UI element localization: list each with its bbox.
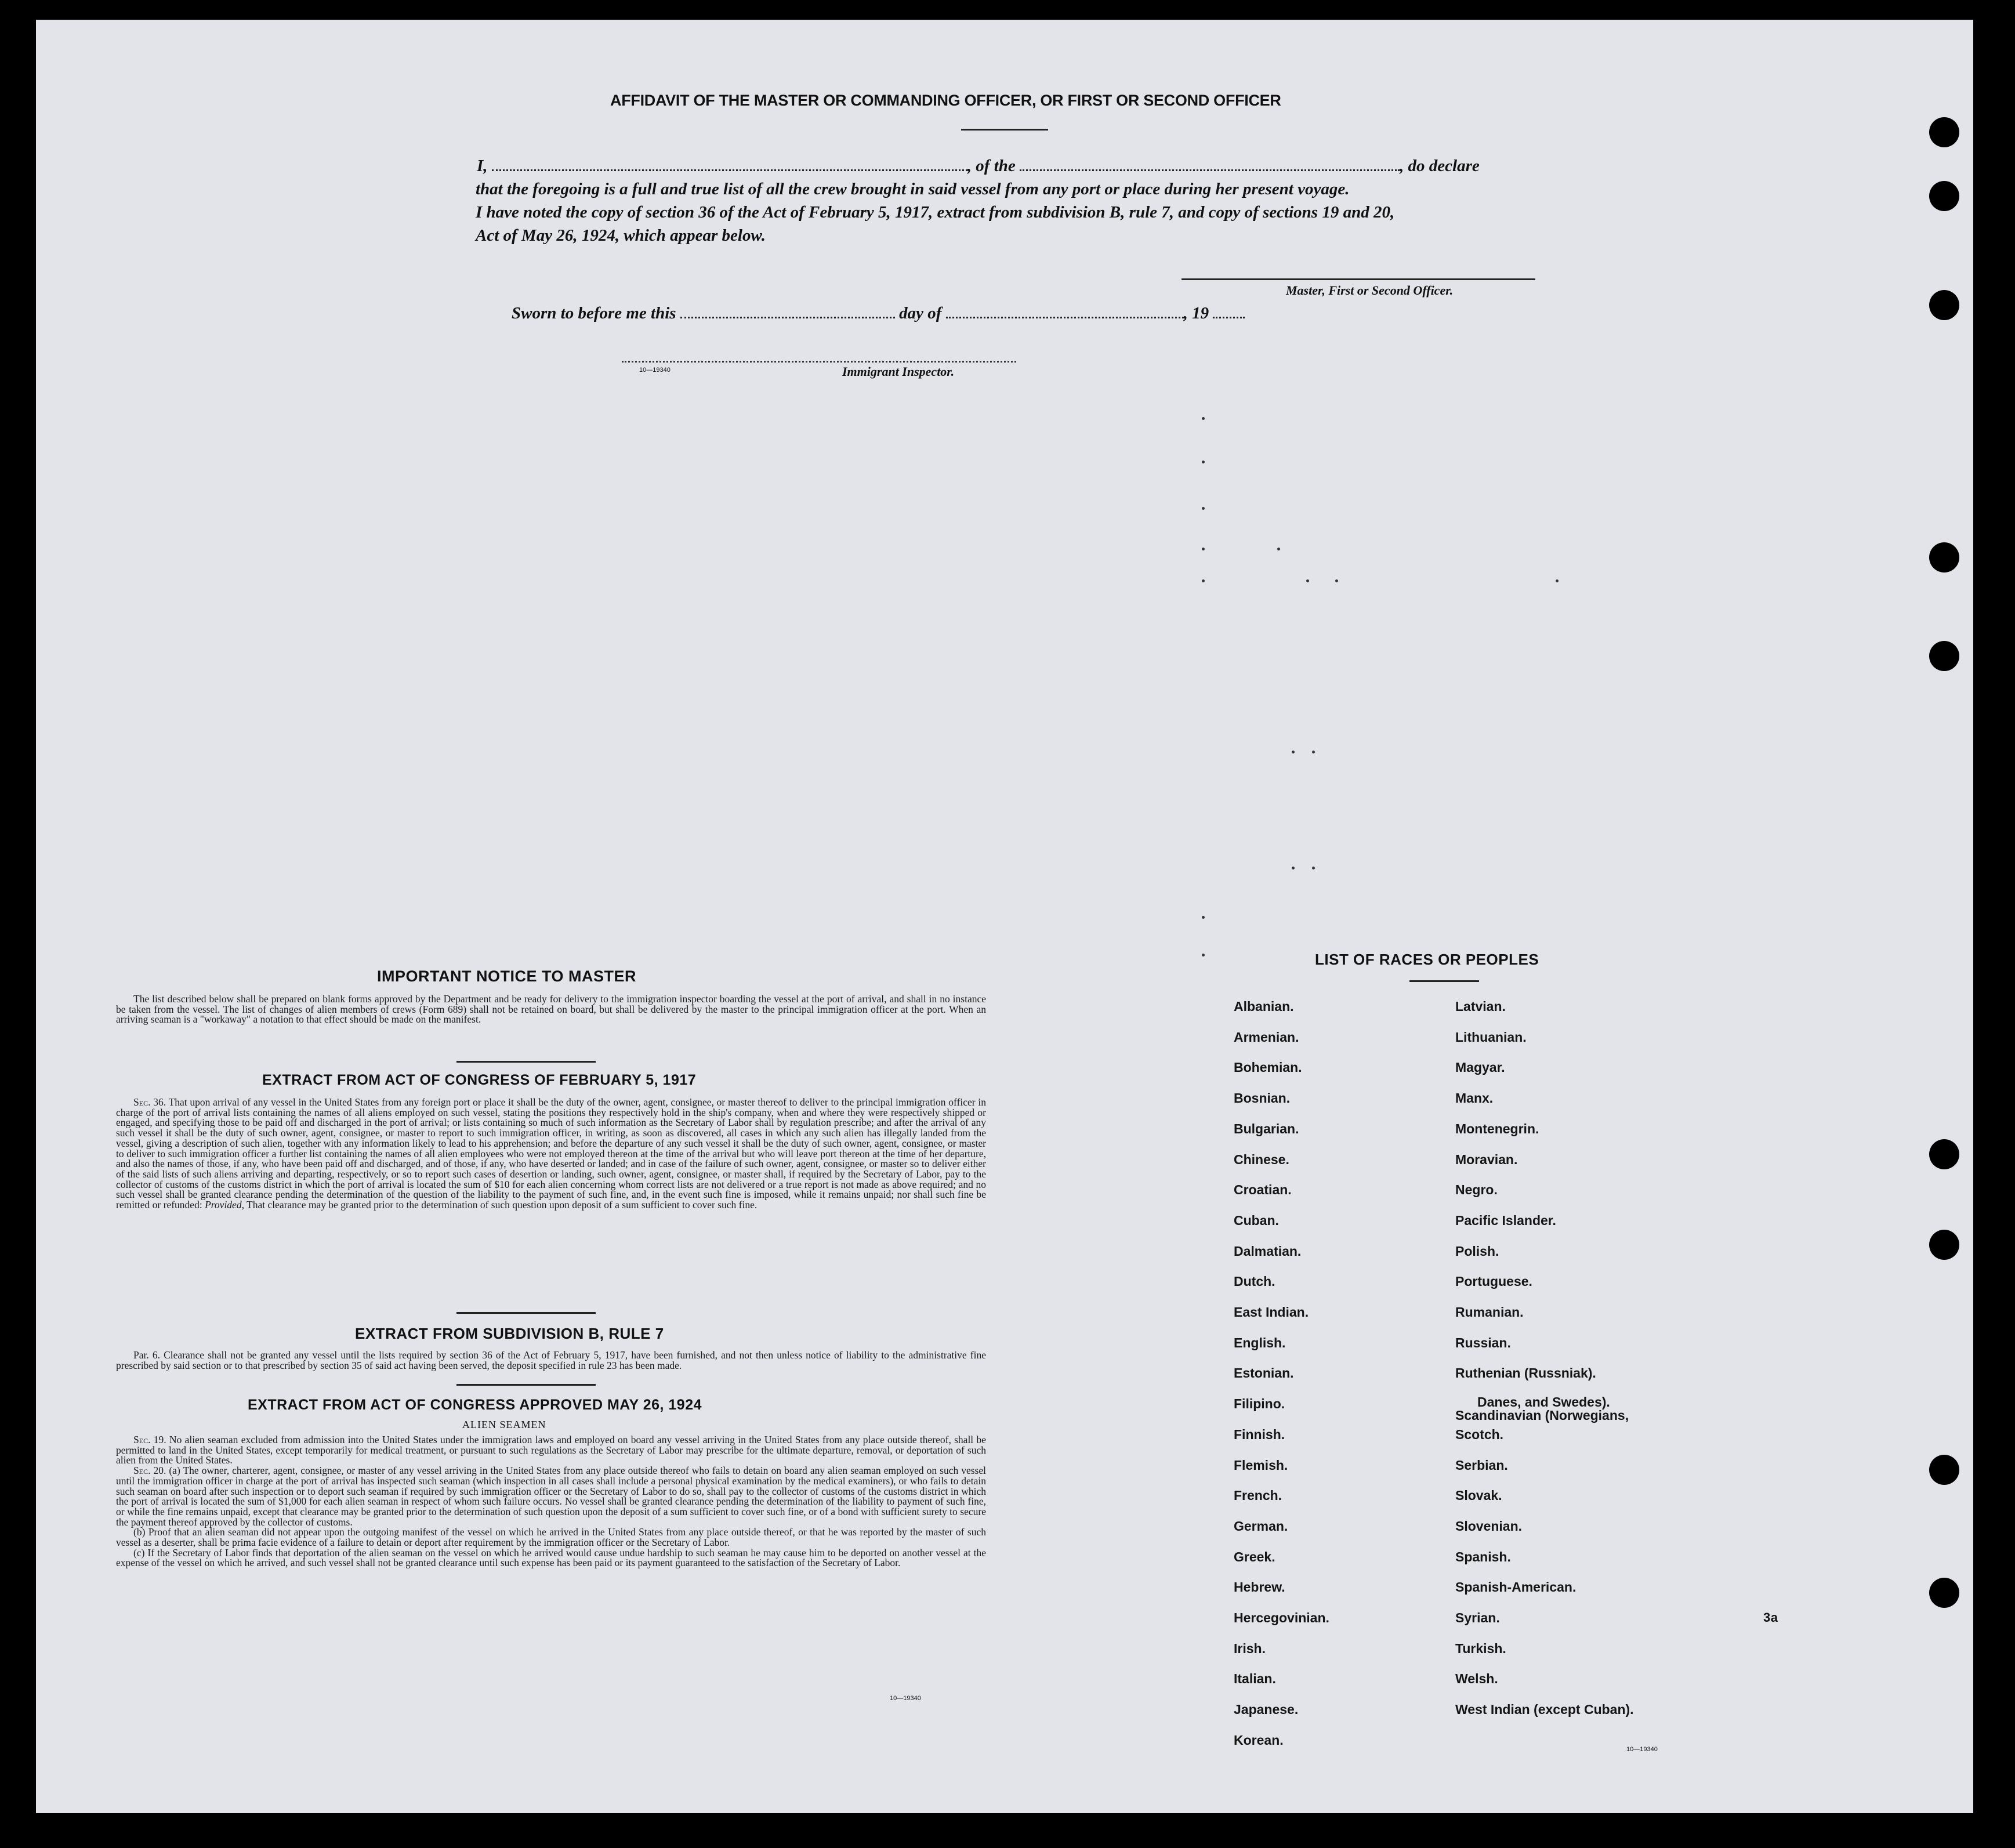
speck (1202, 548, 1205, 550)
race-item: Syrian. (1455, 1610, 1500, 1625)
race-item: Welsh. (1455, 1671, 1498, 1686)
race-item: Korean. (1234, 1733, 1284, 1748)
rule7-text (116, 1350, 986, 1371)
act-1924-title: EXTRACT FROM ACT OF CONGRESS APPROVED MAY 26, 1924 (248, 1397, 702, 1413)
section-divider (456, 1061, 596, 1063)
race-item: Scandinavian (Norwegians, (1455, 1408, 1629, 1423)
binder-hole (1929, 181, 1959, 211)
form-code-right: 10—19340 (1626, 1746, 1658, 1753)
race-item: Slovak. (1455, 1488, 1502, 1503)
race-item: Montenegrin. (1455, 1121, 1539, 1136)
declarant-label: I, (477, 157, 488, 175)
binder-hole (1929, 542, 1959, 572)
race-item: Dutch. (1234, 1274, 1275, 1289)
speck (1306, 579, 1309, 582)
provided-label: Provided, (205, 1199, 244, 1211)
section-divider (456, 1384, 596, 1386)
race-item: Spanish. (1455, 1549, 1511, 1564)
race-item: Latvian. (1455, 999, 1506, 1014)
race-item: English. (1234, 1335, 1286, 1350)
races-title: LIST OF RACES OR PEOPLES (1315, 951, 1539, 968)
race-item: Lithuanian. (1455, 1030, 1527, 1045)
race-item: Magyar. (1455, 1060, 1505, 1075)
race-item: Chinese. (1234, 1152, 1289, 1167)
race-item: Cuban. (1234, 1213, 1279, 1228)
sworn-label: Sworn to before me this (512, 304, 676, 323)
vessel-label: , of the (967, 157, 1016, 175)
races-title-rule (1409, 980, 1479, 982)
sec20-label: Sec. 20. (133, 1465, 166, 1477)
declaration-line-2: that the foregoing is a full and true list of all the crew brought in said vessel from any port or place during her present voyage. (476, 180, 1350, 198)
race-item: French. (1234, 1488, 1282, 1503)
sworn-day-label: day of (899, 304, 942, 323)
race-item: Slovenian. (1455, 1519, 1523, 1534)
declaration-line-1 (477, 157, 1480, 176)
document-page (36, 20, 1973, 1813)
race-item: Portuguese. (1455, 1274, 1532, 1289)
race-item: Bosnian. (1234, 1090, 1291, 1106)
race-item: Japanese. (1234, 1702, 1299, 1717)
binder-hole (1929, 1230, 1959, 1260)
notice-paragraph: The list described below shall be prepared on blank forms approved by the Department and be ready for delivery to the immigration inspector boarding the vessel at the port of arrival, and shall in no instance be taken from the vessel. The list of changes of alien members of crews (Form 689) shall not be retained on board, but shall be delivered by the master to the principal immigration officer at the port. When an arriving seaman is a "workaway" a notation to that effect should be made on the manifest. (116, 993, 986, 1026)
race-item: Polish. (1455, 1244, 1499, 1259)
race-item: Bulgarian. (1234, 1121, 1299, 1136)
declaration-line-3: I have noted the copy of section 36 of the Act of February 5, 1917, extract from subdivision B, rule 7, and copy of sections 19 and 20, (476, 203, 1395, 222)
declaration-line-4: Act of May 26, 1924, which appear below. (476, 226, 766, 245)
race-item: Italian. (1234, 1671, 1276, 1686)
sec36-body: That upon arrival of any vessel in the United States from any foreign port or place it shall be the duty of the owner, agent, consignee, or master thereof to deliver to the principal immigration officer in charge of the port of arrival lists containing the names of all aliens employed on such vessel, stating the positions they respectively hold in the ship's company, when and where they were respectively shipped or engaged, and specifying those to be paid off and discharged in the port of arrival; or lists containing so much of such information as the Secretary of Labor shall by regulation prescribe; and after the arrival of any such vessel it shall be the duty of such owner, agent, consignee, or master to report to such immigration officer, in writing, as soon as discovered, all cases in which any such alien has illegally landed from the vessel, giving a description of such alien, together with any information likely to lead to his apprehension; and before the departure of any such vessel it shall be the duty of such owner, agent, consignee, or master to deliver to such immigration officer a further list containing the names of all alien employees who were not employed thereon at the time of the arrival but who will leave port thereon at the time of her departure, and also the names of those, if any, who have been paid off and discharged, and of those, if any, who have deserted or landed; and in case of the failure of such owner, agent, consignee, or master so to deliver either of the said lists of such aliens arriving and departing, respectively, or so to report such cases of desertion or landing, such owner, agent, consignee, or master shall, if required by the Secretary of Labor, pay to the collector of customs of the customs district in which the port of arrival is located the sum of $10 for each alien concerning whom correct lists are not delivered or a true report is not made as above required; and no such vessel shall be granted clearance pending the determination of the question of the liability to the payment of such fine, and, in the event such fine is imposed, while it remains unpaid; nor shall such fine be remitted or refunded: (116, 1096, 986, 1211)
speck (1202, 507, 1205, 510)
binder-hole (1929, 1578, 1959, 1608)
speck (1335, 579, 1338, 582)
rule7-paragraph: Par. 6. Clearance shall not be granted any vessel until the lists required by section 36 of the Act of February 5, 1917, have been furnished, and not then unless notice of liability to the administrative fine prescribed by said section or to that prescribed by section 35 of said act having been served, the deposit specified in rule 23 has been made. (116, 1349, 986, 1371)
signature-label: Master, First or Second Officer. (1286, 283, 1454, 298)
signature-line[interactable] (1182, 278, 1535, 280)
extract-1917-text (116, 1097, 986, 1211)
race-item: Spanish-American. (1455, 1579, 1577, 1595)
declare-label: , do declare (1400, 157, 1480, 175)
page-mark: 3a (1763, 1610, 1778, 1625)
race-item: Dalmatian. (1234, 1244, 1302, 1259)
sec36-end: That clearance may be granted prior to the determination of such question upon deposit of a sum sufficient to cover such fine. (247, 1199, 758, 1211)
race-item: Filipino. (1234, 1396, 1285, 1411)
race-item: Ruthenian (Russniak). (1455, 1365, 1596, 1380)
sworn-month-field[interactable] (946, 304, 1184, 318)
race-item: Moravian. (1455, 1152, 1518, 1167)
race-item: Flemish. (1234, 1458, 1288, 1473)
race-item: East Indian. (1234, 1305, 1309, 1320)
title-rule (961, 129, 1048, 131)
vessel-name-field[interactable] (1020, 157, 1400, 171)
rule7-title: EXTRACT FROM SUBDIVISION B, RULE 7 (355, 1325, 664, 1342)
race-item: Hercegovinian. (1234, 1610, 1329, 1625)
declarant-name-field[interactable] (492, 157, 967, 171)
inspector-signature-line[interactable] (622, 361, 1016, 363)
race-item: Rumanian. (1455, 1305, 1524, 1320)
binder-hole (1929, 290, 1959, 320)
inspector-label: Immigrant Inspector. (842, 364, 955, 379)
race-item: Manx. (1455, 1090, 1494, 1106)
extract-1917-title: EXTRACT FROM ACT OF CONGRESS OF FEBRUARY 5, 1917 (262, 1072, 697, 1088)
speck (1202, 417, 1205, 420)
sworn-year-field[interactable] (1213, 304, 1245, 318)
speck (1312, 751, 1315, 753)
binder-hole (1929, 1139, 1959, 1169)
notice-text (116, 994, 986, 1025)
affidavit-title: AFFIDAVIT OF THE MASTER OR COMMANDING OFFICER, OR FIRST OR SECOND OFFICER (610, 92, 1281, 109)
speck (1292, 867, 1295, 869)
binder-hole (1929, 117, 1959, 147)
race-item: Albanian. (1234, 999, 1294, 1014)
race-item: Irish. (1234, 1641, 1266, 1656)
speck (1277, 548, 1280, 550)
sworn-year-label: , 19 (1183, 304, 1209, 323)
race-item: Croatian. (1234, 1182, 1292, 1197)
sec20a-body: (a) The owner, charterer, agent, consignee, or master of any vessel arriving in the United States from any place outside thereof who fails to detain on board any alien seaman employed on such vessel until the immigration officer in charge at the port of arrival has inspected such seaman (which inspection in all cases shall include a personal physical examination by the medical examiners), or who fails to detain such seaman on board after such inspection or to deport such seaman if required by such immigration officer or the Secretary of Labor to do so, shall pay to the collector of customs of the customs district in which the port of arrival is located the sum of $1,000 for each alien seaman in respect of whom such failure occurs. No vessel shall be granted clearance pending the determination of the liability to payment of such fine, or while the fine remains unpaid, except that clearance may be granted prior to the determination of such question upon the deposit of a sum sufficient to cover such fine, or of a bond with sufficient surety to secure the payment thereof approved by the collector of customs. (116, 1465, 986, 1528)
speck (1202, 579, 1205, 582)
sec19-body: No alien seaman excluded from admission into the United States under the immigration laws and employed on board any vessel arriving in the United States from any place outside thereof, shall be permitted to land in the United States, except temporarily for medical treatment, or pursuant to such regulations as the Secretary of Labor may prescribe for the ultimate departure, removal, or deportation of such alien from the United States. (116, 1434, 986, 1466)
speck (1202, 916, 1205, 919)
sec20c-body: (c) If the Secretary of Labor finds that deportation of the alien seaman on the vessel on which he arrived would cause undue hardship to such seaman he may cause him to be deported on another vessel at the expense of the vessel on which he arrived, and such vessel shall not be granted clearance until such expense has been paid or its payment guaranteed to the satisfaction of the Secretary of Labor. (116, 1546, 986, 1569)
race-item: Serbian. (1455, 1458, 1508, 1473)
speck (1202, 954, 1205, 956)
form-code-top: 10—19340 (639, 367, 671, 374)
sworn-line (512, 304, 1245, 323)
notice-title: IMPORTANT NOTICE TO MASTER (377, 968, 636, 985)
act-1924-text (116, 1435, 986, 1568)
binder-hole (1929, 1455, 1959, 1485)
race-item: Danes, and Swedes). (1477, 1394, 1610, 1409)
race-item: Scotch. (1455, 1427, 1504, 1442)
speck (1556, 579, 1559, 582)
sec36-label: Sec. 36. (133, 1096, 166, 1108)
race-item: Bohemian. (1234, 1060, 1302, 1075)
binder-hole (1929, 641, 1959, 671)
speck (1292, 751, 1295, 753)
race-item: German. (1234, 1519, 1288, 1534)
sworn-day-field[interactable] (680, 304, 895, 318)
race-item: Estonian. (1234, 1365, 1294, 1380)
section-divider (456, 1312, 596, 1314)
form-code-left: 10—19340 (890, 1695, 921, 1702)
sec19-label: Sec. 19. (133, 1434, 166, 1445)
race-item: Greek. (1234, 1549, 1275, 1564)
race-item: West Indian (except Cuban). (1455, 1702, 1634, 1717)
race-item: Hebrew. (1234, 1579, 1285, 1595)
race-item: Pacific Islander. (1455, 1213, 1556, 1228)
alien-seamen-subtitle: ALIEN SEAMEN (462, 1419, 546, 1430)
race-item: Negro. (1455, 1182, 1498, 1197)
speck (1312, 867, 1315, 869)
speck (1202, 461, 1205, 463)
race-item: Finnish. (1234, 1427, 1285, 1442)
sec20b-body: (b) Proof that an alien seaman did not appear upon the outgoing manifest of the vessel on which he arrived in the United States from any place outside thereof, or that he was reported by the master of such vessel as a deserter, shall be prima facie evidence of a failure to detain or deport after requirement by the immigration officer or the Secretary of Labor. (116, 1526, 986, 1549)
race-item: Turkish. (1455, 1641, 1506, 1656)
race-item: Armenian. (1234, 1030, 1299, 1045)
race-item: Russian. (1455, 1335, 1511, 1350)
